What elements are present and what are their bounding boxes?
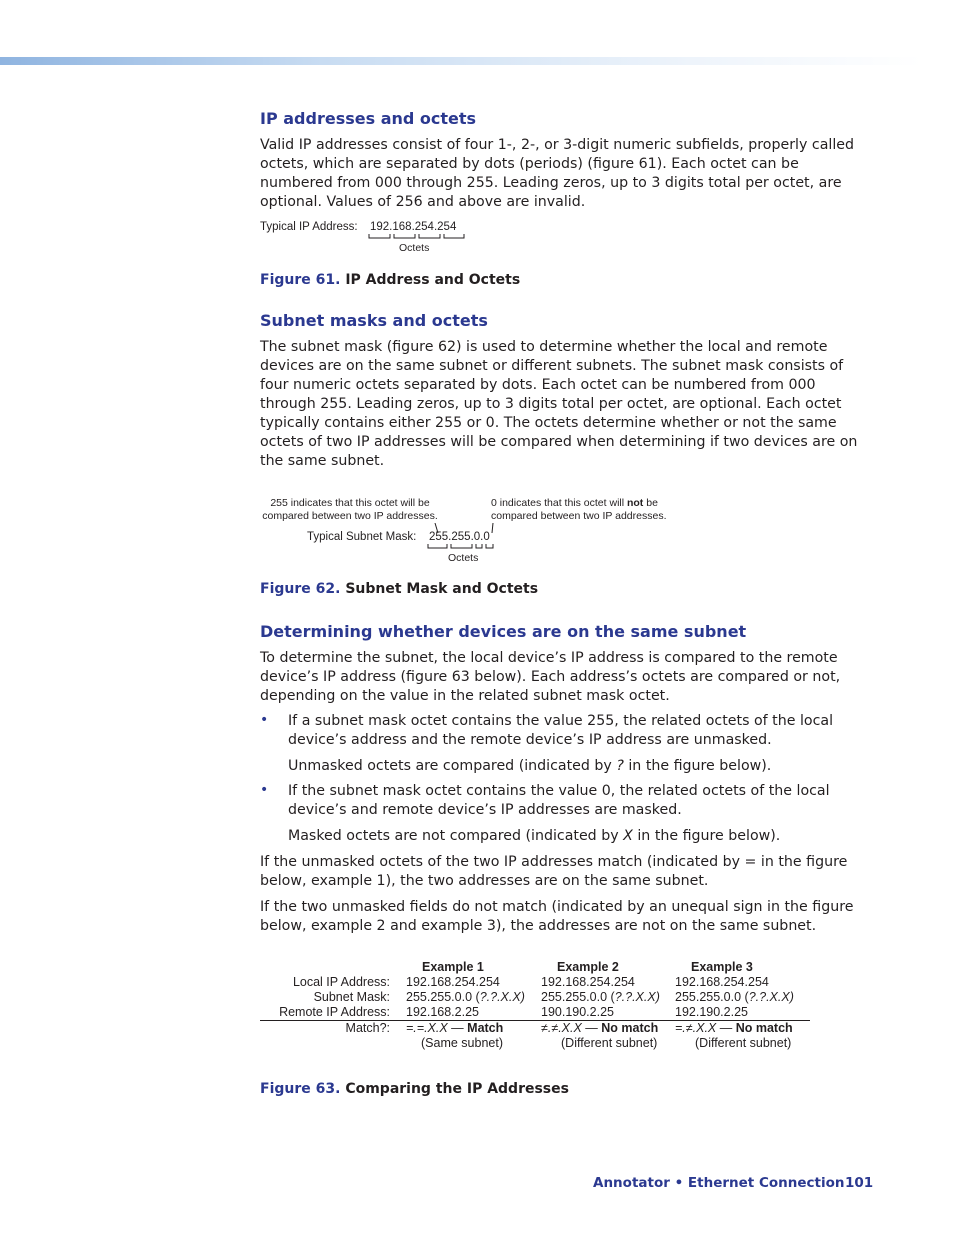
figure-62-octets-label: Octets	[448, 552, 479, 564]
note-0: 0 indicates that this octet will not be compared between two IP addresses.	[491, 497, 667, 522]
table-row: Match?: =.=.X.X — Match ≠.≠.X.X — No match =.≠.X.X — No match	[345, 1021, 793, 1035]
table-row: Example 1 Example 2 Example 3	[422, 960, 753, 974]
page-number: 101	[845, 1175, 874, 1191]
figure-61-label: Typical IP Address:	[260, 221, 358, 233]
figure-62	[260, 493, 870, 579]
page-content	[260, 108, 870, 1099]
figure-62-number: Figure 62.	[260, 581, 341, 597]
heading-ip-addresses: IP addresses and octets	[260, 109, 477, 128]
unmasked-note: Unmasked octets are compared (indicated by ? in the figure below).	[288, 758, 772, 774]
bullet-icon: •	[260, 712, 269, 728]
table-row: Remote IP Address: 192.168.2.25 190.190.2.25 192.190.2.25	[260, 1005, 810, 1021]
figure-61-number: Figure 61.	[260, 272, 341, 288]
figure-62-title: Subnet Mask and Octets	[345, 581, 539, 597]
top-gradient-bar	[0, 57, 922, 65]
figure-61-brackets	[368, 233, 466, 241]
table-row: (Same subnet) (Different subnet) (Different subnet)	[421, 1036, 792, 1050]
figure-61	[260, 218, 870, 260]
no-match-paragraph: If the two unmasked fields do not match (indicated by an unequal sign in the figure below, example 2 and example 3), the addresses are not on the same subnet.	[260, 899, 854, 934]
table-row: Local IP Address: 192.168.254.254 192.168.254.254 192.168.254.254	[292, 975, 769, 989]
bullet-item-masked: • If the subnet mask octet contains the value 0, the related octets of the local device’s and remote device’s IP addresses are masked.	[260, 782, 830, 818]
figure-63	[260, 960, 870, 1051]
ip-addresses-paragraph: Valid IP addresses consist of four 1-, 2-, or 3-digit numeric subfields, properly called octets, which are separated by dots (periods) (figure 61). Each octet can be numbered from 000 through 255. Leading zeros, up to 3 digits total per octet, are optional. Values of 256 and above are invalid.	[260, 137, 855, 210]
table-row: Subnet Mask: 255.255.0.0 (?.?.X.X) 255.255.0.0 (?.?.X.X) 255.255.0.0 (?.?.X.X)	[313, 990, 794, 1004]
match-paragraph: If the unmasked octets of the two IP addresses match (indicated by = in the figure below, example 1), the two addresses are on the same subnet.	[260, 854, 848, 889]
figure-62-caption	[260, 579, 870, 599]
figure-63-caption	[260, 1079, 870, 1099]
figure-61-octets-label: Octets	[399, 242, 430, 254]
subnet-masks-paragraph: The subnet mask (figure 62) is used to determine whether the local and remote devices are on the same subnet or different subnets. The subnet mask consists of four numeric octets separated by dots. Each octet can be numbered from 000 through 255. Leading zeros, up to 3 digits total per octet, are optional. Each octet typically contains either 255 or 0. The octets determine whether or not the same octets of two IP addresses will be compared when determining if two devices are on the same subnet.	[260, 339, 858, 469]
figure-61-title: IP Address and Octets	[345, 272, 521, 288]
figure-62-mask: 255.255.0.0	[429, 531, 490, 543]
heading-same-subnet: Determining whether devices are on the same subnet	[260, 622, 747, 641]
figure-61-caption	[260, 270, 870, 290]
figure-63-title: Comparing the IP Addresses	[345, 1081, 569, 1097]
heading-subnet-masks: Subnet masks and octets	[260, 311, 488, 330]
bullet-item-unmasked: • If a subnet mask octet contains the value 255, the related octets of the local device’s address and the remote device’s IP address are unmasked.	[260, 712, 834, 748]
comparison-table	[260, 960, 810, 1051]
note-255: 255 indicates that this octet will be compared between two IP addresses.	[262, 497, 438, 522]
same-subnet-intro: To determine the subnet, the local device’s IP address is compared to the remote device’s IP address (figure 63 below). Each address’s octets are compared or not, depending on the value in the related subnet mask octet.	[260, 650, 841, 704]
figure-62-label: Typical Subnet Mask:	[307, 531, 417, 543]
bullet-icon: •	[260, 782, 269, 798]
figure-61-ip: 192.168.254.254	[370, 221, 457, 233]
figure-63-number: Figure 63.	[260, 1081, 341, 1097]
page-footer	[593, 1175, 874, 1191]
masked-note: Masked octets are not compared (indicated by X in the figure below).	[288, 828, 781, 844]
footer-text: Annotator • Ethernet Connection	[593, 1175, 845, 1191]
figure-62-brackets	[427, 543, 497, 551]
